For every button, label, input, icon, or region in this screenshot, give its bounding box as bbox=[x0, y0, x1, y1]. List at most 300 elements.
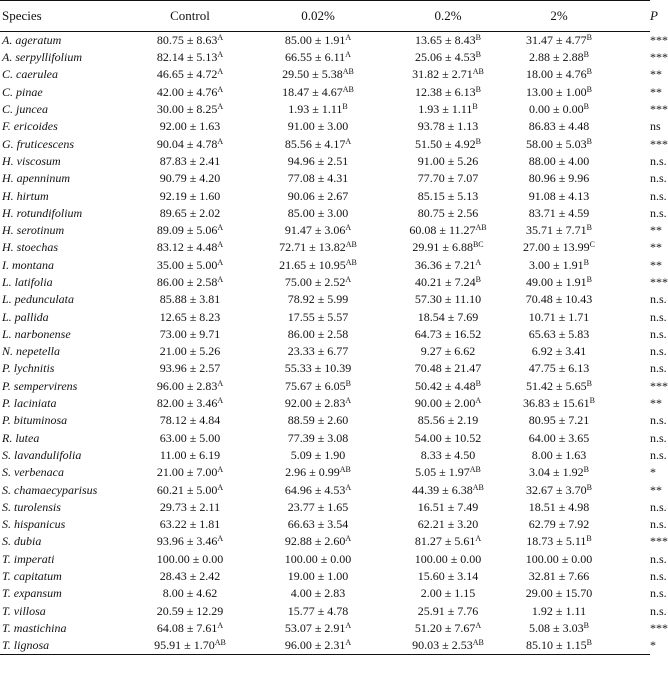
table-row: H. rotundifolium 89.65 ± 2.02 85.00 ± 3.00 80.75 ± 2.56 83.71 ± 4.59 n.s. bbox=[0, 205, 650, 222]
mean-se-value: 82.00 ± 3.46 bbox=[156, 396, 218, 411]
spacer-cell bbox=[604, 533, 650, 550]
mean-se-value: 77.39 ± 3.08 bbox=[287, 430, 349, 445]
species-cell: F. ericoides bbox=[2, 119, 58, 134]
spacer-cell bbox=[604, 585, 650, 602]
mean-se-value: 75.67 ± 6.05 bbox=[285, 378, 346, 393]
value-cell-02 bbox=[382, 205, 514, 222]
mean-se-value: 92.88 ± 2.60 bbox=[284, 534, 346, 549]
value-cell-control bbox=[126, 603, 254, 620]
spacer-cell bbox=[604, 49, 650, 66]
value-cell-02 bbox=[382, 637, 514, 655]
spacer-cell bbox=[604, 499, 650, 516]
mean-se-value: 78.12 ± 4.84 bbox=[159, 413, 221, 428]
header-row: Species Control 0.02% 0.2% 2% P bbox=[0, 1, 650, 32]
value-cell-002 bbox=[254, 551, 382, 568]
group-letter: A bbox=[217, 33, 224, 42]
mean-se-value: 35.00 ± 5.00 bbox=[156, 257, 218, 272]
mean-se-value: 66.63 ± 3.54 bbox=[287, 517, 349, 532]
mean-se-value: 82.14 ± 5.13 bbox=[156, 50, 218, 65]
group-letter: B bbox=[586, 275, 592, 284]
spacer-cell bbox=[604, 343, 650, 360]
mean-se-value: 92.19 ± 1.60 bbox=[159, 188, 221, 203]
mean-se-value: 5.09 ± 1.90 bbox=[290, 447, 346, 462]
value-cell-002 bbox=[254, 257, 382, 274]
group-letter: B bbox=[583, 102, 589, 112]
mean-se-value: 81.27 ± 5.61 bbox=[414, 534, 476, 549]
value-cell-2 bbox=[514, 447, 604, 464]
mean-se-value: 73.00 ± 9.71 bbox=[159, 326, 221, 341]
value-cell-02 bbox=[382, 239, 514, 256]
mean-se-value: 29.91 ± 6.88 bbox=[412, 240, 473, 255]
mean-se-value: 18.51 ± 4.98 bbox=[528, 499, 590, 514]
table-body bbox=[0, 32, 668, 655]
value-cell-2 bbox=[514, 135, 604, 152]
table-row: L. pedunculata 85.88 ± 3.81 78.92 ± 5.99 57.30 ± 11.10 70.48 ± 10.43 n.s. bbox=[0, 291, 650, 308]
value-cell-control bbox=[126, 533, 254, 550]
value-cell-control bbox=[126, 239, 254, 256]
value-cell-02 bbox=[382, 343, 514, 360]
value-cell-2 bbox=[514, 153, 604, 170]
group-letter: B bbox=[586, 638, 592, 648]
value-cell-002 bbox=[254, 603, 382, 620]
mean-se-value: 94.96 ± 2.51 bbox=[287, 153, 349, 168]
value-cell-02 bbox=[382, 395, 514, 412]
species-cell: A. ageratum bbox=[2, 33, 62, 47]
mean-se-value: 51.50 ± 4.92 bbox=[415, 136, 476, 151]
table-row: T. lignosa $95.91 \pm 1.70^{AB}$ $96.00 \pm 2.31^A$ $90.03 \pm 2.53^{AB}$ $85.10 \pm 1.15^B$ * bbox=[0, 637, 650, 655]
group-letter: A bbox=[475, 534, 482, 544]
mean-se-value: 62.21 ± 3.20 bbox=[417, 517, 479, 532]
value-cell-2 bbox=[514, 481, 604, 498]
mean-se-value: 27.00 ± 13.99 bbox=[523, 240, 590, 255]
mean-se-value: 18.73 ± 5.11 bbox=[526, 534, 587, 549]
value-cell-02 bbox=[382, 481, 514, 498]
value-cell-002 bbox=[254, 430, 382, 447]
spacer-cell bbox=[604, 412, 650, 429]
value-cell-control bbox=[126, 49, 254, 66]
value-cell-002 bbox=[254, 360, 382, 377]
value-cell-2 bbox=[514, 274, 604, 291]
value-cell-control bbox=[126, 187, 254, 204]
table-header bbox=[0, 1, 658, 32]
value-cell-2 bbox=[514, 585, 604, 602]
mean-se-value: 64.96 ± 4.53 bbox=[284, 482, 346, 497]
table-row: P. lychnitis 93.96 ± 2.57 55.33 ± 10.39 70.48 ± 21.47 47.75 ± 6.13 n.s. bbox=[0, 360, 650, 377]
value-cell-2 bbox=[514, 308, 604, 325]
group-letter: A bbox=[345, 396, 352, 406]
value-cell-02 bbox=[382, 274, 514, 291]
group-letter: B bbox=[475, 33, 481, 42]
value-cell-02 bbox=[382, 360, 514, 377]
value-cell-control bbox=[126, 568, 254, 585]
species-cell: H. rotundifolium bbox=[2, 205, 83, 220]
group-letter: AB bbox=[472, 67, 484, 77]
species-cell: S. hispanicus bbox=[2, 517, 66, 532]
mean-se-value: 28.43 ± 2.42 bbox=[159, 569, 221, 584]
group-letter: A bbox=[345, 33, 352, 42]
group-letter: A bbox=[217, 275, 224, 284]
group-letter: B bbox=[472, 102, 478, 112]
value-cell-002 bbox=[254, 135, 382, 152]
value-cell-002 bbox=[254, 49, 382, 66]
value-cell-2 bbox=[514, 343, 604, 360]
value-cell-control bbox=[126, 222, 254, 239]
mean-se-value: 50.42 ± 4.48 bbox=[415, 378, 476, 393]
value-cell-02 bbox=[382, 326, 514, 343]
spacer-cell bbox=[604, 464, 650, 481]
spacer-cell bbox=[604, 360, 650, 377]
value-cell-2 bbox=[514, 205, 604, 222]
species-cell: T. imperati bbox=[2, 551, 55, 566]
species-cell: L. narbonense bbox=[2, 326, 71, 341]
value-cell-02 bbox=[382, 222, 514, 239]
value-cell-control bbox=[126, 118, 254, 135]
mean-se-value: 86.83 ± 4.48 bbox=[528, 119, 590, 134]
group-letter: AB bbox=[472, 482, 484, 492]
spacer-cell bbox=[604, 118, 650, 135]
group-letter: A bbox=[475, 620, 482, 630]
mean-se-value: 83.71 ± 4.59 bbox=[528, 205, 590, 220]
table-row: T. capitatum 28.43 ± 2.42 19.00 ± 1.00 15.60 ± 3.14 32.81 ± 7.66 n.s. bbox=[0, 568, 650, 585]
value-cell-002 bbox=[254, 464, 382, 481]
spacer-cell bbox=[604, 274, 650, 291]
table-row: N. nepetella 21.00 ± 5.26 23.33 ± 6.77 9.27 ± 6.62 6.92 ± 3.41 n.s. bbox=[0, 343, 650, 360]
value-cell-2 bbox=[514, 66, 604, 83]
value-cell-002 bbox=[254, 585, 382, 602]
table-row: L. latifolia $86.00 \pm 2.58^A$ $75.00 \pm 2.52^A$ $40.21 \pm 7.24^B$ $49.00 \pm 1.91^B$ *** bbox=[0, 274, 650, 291]
value-cell-control bbox=[126, 135, 254, 152]
value-cell-02 bbox=[382, 32, 514, 50]
value-cell-002 bbox=[254, 308, 382, 325]
mean-se-value: 46.65 ± 4.72 bbox=[156, 67, 218, 82]
table-row: C. caerulea $46.65 \pm 4.72^A$ $29.50 \pm 5.38^{AB}$ $31.82 \pm 2.71^{AB}$ $18.00 \pm 4.76^B$ ** bbox=[0, 66, 650, 83]
mean-se-value: 77.08 ± 4.31 bbox=[287, 171, 349, 186]
mean-se-value: 36.83 ± 15.61 bbox=[523, 396, 590, 411]
value-cell-2 bbox=[514, 118, 604, 135]
mean-se-value: 100.00 ± 0.00 bbox=[414, 551, 482, 566]
value-cell-control bbox=[126, 66, 254, 83]
mean-se-value: 90.06 ± 2.67 bbox=[287, 188, 349, 203]
mean-se-value: 21.00 ± 7.00 bbox=[156, 465, 218, 480]
mean-se-value: 49.00 ± 1.91 bbox=[526, 275, 587, 289]
value-cell-02 bbox=[382, 291, 514, 308]
group-letter: A bbox=[217, 482, 224, 492]
mean-se-value: 29.00 ± 15.70 bbox=[525, 586, 593, 601]
group-letter: AB bbox=[472, 638, 484, 648]
value-cell-2 bbox=[514, 516, 604, 533]
group-letter: AB bbox=[214, 638, 226, 648]
spacer-cell bbox=[604, 153, 650, 170]
mean-se-value: 31.47 ± 4.77 bbox=[526, 33, 587, 47]
value-cell-control bbox=[126, 274, 254, 291]
value-cell-02 bbox=[382, 516, 514, 533]
value-cell-002 bbox=[254, 637, 382, 655]
species-cell: S. verbenaca bbox=[2, 465, 64, 480]
spacer-cell bbox=[604, 239, 650, 256]
species-cell: P. sempervirens bbox=[2, 378, 78, 393]
value-cell-2 bbox=[514, 412, 604, 429]
value-cell-02 bbox=[382, 464, 514, 481]
group-letter: A bbox=[217, 465, 224, 475]
table-row: S. turolensis 29.73 ± 2.11 23.77 ± 1.65 16.51 ± 7.49 18.51 ± 4.98 n.s. bbox=[0, 499, 650, 516]
header-002: 0.02% bbox=[254, 1, 382, 32]
group-letter: B bbox=[583, 50, 589, 60]
value-cell-control bbox=[126, 481, 254, 498]
header-spacer bbox=[604, 1, 650, 32]
value-cell-control bbox=[126, 84, 254, 101]
mean-se-value: 17.55 ± 5.57 bbox=[287, 309, 349, 324]
group-letter: A bbox=[345, 638, 352, 648]
mean-se-value: 93.96 ± 2.57 bbox=[159, 361, 221, 376]
group-letter: B bbox=[586, 136, 592, 146]
mean-se-value: 63.00 ± 5.00 bbox=[159, 430, 221, 445]
value-cell-02 bbox=[382, 170, 514, 187]
mean-se-value: 44.39 ± 6.38 bbox=[412, 482, 473, 497]
mean-se-value: 75.00 ± 2.52 bbox=[284, 275, 346, 289]
value-cell-2 bbox=[514, 239, 604, 256]
mean-se-value: 25.06 ± 4.53 bbox=[415, 50, 476, 65]
value-cell-control bbox=[126, 551, 254, 568]
table-row: T. villosa 20.59 ± 12.29 15.77 ± 4.78 25.91 ± 7.76 1.92 ± 1.11 n.s. bbox=[0, 603, 650, 620]
mean-se-value: 89.09 ± 5.06 bbox=[156, 223, 218, 238]
spacer-cell bbox=[604, 637, 650, 655]
spacer-cell bbox=[604, 187, 650, 204]
table-row: P. sempervirens $96.00 \pm 2.83^A$ $75.67 \pm 6.05^B$ $50.42 \pm 4.48^B$ $51.42 \pm 5.65^B$ *** bbox=[0, 378, 650, 395]
mean-se-value: 80.95 ± 7.21 bbox=[528, 413, 590, 428]
mean-se-value: 2.96 ± 0.99 bbox=[285, 465, 340, 480]
mean-se-value: 60.21 ± 5.00 bbox=[156, 482, 218, 497]
mean-se-value: 18.54 ± 7.69 bbox=[417, 309, 479, 324]
mean-se-value: 83.12 ± 4.48 bbox=[156, 240, 218, 255]
value-cell-002 bbox=[254, 481, 382, 498]
table-row: T. expansum 8.00 ± 4.62 4.00 ± 2.83 2.00 ± 1.15 29.00 ± 15.70 n.s. bbox=[0, 585, 650, 602]
mean-se-value: 47.75 ± 6.13 bbox=[528, 361, 590, 376]
mean-se-value: 13.65 ± 8.43 bbox=[415, 33, 476, 47]
group-letter: A bbox=[475, 396, 482, 406]
group-letter: AB bbox=[345, 257, 357, 267]
mean-se-value: 77.70 ± 7.07 bbox=[417, 171, 479, 186]
mean-se-value: 90.04 ± 4.78 bbox=[156, 136, 218, 151]
mean-se-value: 90.79 ± 4.20 bbox=[159, 171, 221, 186]
group-letter: B bbox=[583, 465, 589, 475]
value-cell-02 bbox=[382, 430, 514, 447]
mean-se-value: 66.55 ± 6.11 bbox=[285, 50, 346, 65]
value-cell-02 bbox=[382, 620, 514, 637]
table-row: H. viscosum 87.83 ± 2.41 94.96 ± 2.51 91.00 ± 5.26 88.00 ± 4.00 n.s. bbox=[0, 153, 650, 170]
group-letter: A bbox=[345, 136, 352, 146]
mean-se-value: 42.00 ± 4.76 bbox=[156, 84, 218, 99]
value-cell-002 bbox=[254, 291, 382, 308]
species-cell: S. turolensis bbox=[2, 499, 61, 514]
mean-se-value: 88.00 ± 4.00 bbox=[528, 153, 590, 168]
mean-se-value: 6.92 ± 3.41 bbox=[531, 344, 587, 359]
group-letter: A bbox=[217, 240, 224, 250]
spacer-cell bbox=[604, 326, 650, 343]
mean-se-value: 16.51 ± 7.49 bbox=[417, 499, 479, 514]
value-cell-02 bbox=[382, 187, 514, 204]
table-row: S. hispanicus 63.22 ± 1.81 66.63 ± 3.54 62.21 ± 3.20 62.79 ± 7.92 n.s. bbox=[0, 516, 650, 533]
mean-se-value: 21.65 ± 10.95 bbox=[279, 257, 346, 272]
mean-se-value: 85.00 ± 3.00 bbox=[287, 205, 349, 220]
table-row: C. pinae $42.00 \pm 4.76^A$ $18.47 \pm 4.67^{AB}$ $12.38 \pm 6.13^B$ $13.00 \pm 1.00^B$ ** bbox=[0, 84, 650, 101]
spacer-cell bbox=[604, 378, 650, 395]
value-cell-2 bbox=[514, 32, 604, 50]
species-cell: P. bituminosa bbox=[2, 413, 68, 428]
group-letter: B bbox=[475, 50, 481, 60]
group-letter: B bbox=[475, 84, 481, 94]
table-row: T. mastichina $64.08 \pm 7.61^A$ $53.07 \pm 2.91^A$ $51.20 \pm 7.67^A$ $5.08 \pm 3.03^B$ *** bbox=[0, 620, 650, 637]
mean-se-value: 88.59 ± 2.60 bbox=[287, 413, 349, 428]
value-cell-02 bbox=[382, 84, 514, 101]
spacer-cell bbox=[604, 135, 650, 152]
mean-se-value: 13.00 ± 1.00 bbox=[526, 84, 587, 99]
species-cell: S. chamaecyparisus bbox=[2, 482, 98, 497]
mean-se-value: 32.81 ± 7.66 bbox=[528, 569, 590, 584]
spacer-cell bbox=[604, 516, 650, 533]
mean-se-value: 80.96 ± 9.96 bbox=[528, 171, 590, 186]
mean-se-value: 100.00 ± 0.00 bbox=[156, 551, 224, 566]
spacer-cell bbox=[604, 170, 650, 187]
value-cell-002 bbox=[254, 239, 382, 256]
value-cell-control bbox=[126, 412, 254, 429]
value-cell-002 bbox=[254, 412, 382, 429]
species-cell: L. pedunculata bbox=[2, 292, 74, 307]
spacer-cell bbox=[604, 481, 650, 498]
mean-se-value: 1.93 ± 1.11 bbox=[418, 102, 473, 117]
mean-se-value: 4.00 ± 2.83 bbox=[290, 586, 346, 601]
mean-se-value: 80.75 ± 2.56 bbox=[417, 205, 479, 220]
table-row: A. serpyllifolium $82.14 \pm 5.13^A$ $66.55 \pm 6.11^A$ $25.06 \pm 4.53^B$ $2.88 \pm 2.88^B$ *** bbox=[0, 49, 650, 66]
value-cell-2 bbox=[514, 360, 604, 377]
value-cell-002 bbox=[254, 222, 382, 239]
header-02: 0.2% bbox=[382, 1, 514, 32]
value-cell-002 bbox=[254, 516, 382, 533]
spacer-cell bbox=[604, 620, 650, 637]
mean-se-value: 3.04 ± 1.92 bbox=[529, 465, 584, 480]
group-letter: A bbox=[345, 534, 352, 544]
mean-se-value: 91.08 ± 4.13 bbox=[528, 188, 590, 203]
spacer-cell bbox=[604, 430, 650, 447]
species-cell: L. pallida bbox=[2, 309, 49, 324]
species-cell: T. villosa bbox=[2, 603, 46, 618]
mean-se-value: 85.88 ± 3.81 bbox=[159, 292, 221, 307]
spacer-cell bbox=[604, 551, 650, 568]
species-cell: H. viscosum bbox=[2, 153, 61, 168]
mean-se-value: 78.92 ± 5.99 bbox=[287, 292, 349, 307]
value-cell-02 bbox=[382, 447, 514, 464]
value-cell-002 bbox=[254, 499, 382, 516]
value-cell-02 bbox=[382, 118, 514, 135]
species-cell: T. expansum bbox=[2, 586, 62, 601]
mean-se-value: 30.00 ± 8.25 bbox=[156, 102, 218, 117]
spacer-cell bbox=[604, 291, 650, 308]
value-cell-2 bbox=[514, 620, 604, 637]
mean-se-value: 91.00 ± 5.26 bbox=[417, 153, 479, 168]
header-2: 2% bbox=[514, 1, 604, 32]
mean-se-value: 29.50 ± 5.38 bbox=[282, 67, 343, 82]
value-cell-02 bbox=[382, 135, 514, 152]
table-row: C. juncea $30.00 \pm 8.25^A$ $1.93 \pm 1.11^B$ $1.93 \pm 1.11^B$ $0.00 \pm 0.00^B$ *** bbox=[0, 101, 650, 118]
mean-se-value: 63.22 ± 1.81 bbox=[159, 517, 221, 532]
species-cell: H. hirtum bbox=[2, 188, 49, 203]
species-cell: P. laciniata bbox=[2, 396, 57, 411]
table-row: G. fruticescens $90.04 \pm 4.78^A$ $85.56 \pm 4.17^A$ $51.50 \pm 4.92^B$ $58.00 \pm 5.03^B$ *** bbox=[0, 135, 650, 152]
value-cell-002 bbox=[254, 568, 382, 585]
mean-se-value: 85.15 ± 5.13 bbox=[417, 188, 479, 203]
species-cell: C. juncea bbox=[2, 102, 48, 117]
value-cell-2 bbox=[514, 84, 604, 101]
mean-se-value: 87.83 ± 2.41 bbox=[159, 153, 221, 168]
mean-se-value: 55.33 ± 10.39 bbox=[284, 361, 352, 376]
spacer-cell bbox=[604, 308, 650, 325]
group-letter: A bbox=[217, 620, 224, 630]
value-cell-control bbox=[126, 326, 254, 343]
group-letter: B bbox=[586, 223, 592, 233]
mean-se-value: 86.00 ± 2.58 bbox=[156, 275, 218, 289]
mean-se-value: 8.00 ± 4.62 bbox=[162, 586, 218, 601]
group-letter: B bbox=[342, 102, 348, 112]
value-cell-002 bbox=[254, 378, 382, 395]
value-cell-control bbox=[126, 447, 254, 464]
species-cell: G. fruticescens bbox=[2, 136, 74, 151]
mean-se-value: 58.00 ± 5.03 bbox=[526, 136, 587, 151]
mean-se-value: 18.47 ± 4.67 bbox=[282, 84, 343, 99]
value-cell-control bbox=[126, 291, 254, 308]
value-cell-002 bbox=[254, 205, 382, 222]
group-letter: A bbox=[217, 67, 224, 77]
value-cell-control bbox=[126, 32, 254, 50]
mean-se-value: 10.71 ± 1.71 bbox=[528, 309, 590, 324]
group-letter: A bbox=[345, 223, 352, 233]
spacer-cell bbox=[604, 603, 650, 620]
mean-se-value: 64.08 ± 7.61 bbox=[156, 620, 218, 635]
value-cell-control bbox=[126, 360, 254, 377]
mean-se-value: 12.65 ± 8.23 bbox=[159, 309, 221, 324]
value-cell-02 bbox=[382, 49, 514, 66]
group-letter: A bbox=[217, 378, 224, 388]
mean-se-value: 23.77 ± 1.65 bbox=[287, 499, 349, 514]
mean-se-value: 51.42 ± 5.65 bbox=[526, 378, 587, 393]
value-cell-control bbox=[126, 101, 254, 118]
spacer-cell bbox=[604, 66, 650, 83]
value-cell-2 bbox=[514, 395, 604, 412]
group-letter: A bbox=[217, 50, 224, 60]
value-cell-002 bbox=[254, 620, 382, 637]
table-row: R. lutea 63.00 ± 5.00 77.39 ± 3.08 54.00 ± 10.52 64.00 ± 3.65 n.s. bbox=[0, 430, 650, 447]
mean-se-value: 72.71 ± 13.82 bbox=[279, 240, 346, 255]
group-letter: A bbox=[345, 50, 351, 60]
species-cell: N. nepetella bbox=[2, 344, 60, 359]
group-letter: B bbox=[589, 396, 595, 406]
group-letter: AB bbox=[345, 240, 357, 250]
value-cell-2 bbox=[514, 222, 604, 239]
value-cell-02 bbox=[382, 585, 514, 602]
mean-se-value: 15.77 ± 4.78 bbox=[287, 603, 349, 618]
group-letter: A bbox=[217, 257, 224, 267]
mean-se-value: 2.88 ± 2.88 bbox=[529, 50, 584, 65]
spacer-cell bbox=[604, 447, 650, 464]
value-cell-control bbox=[126, 585, 254, 602]
value-cell-02 bbox=[382, 603, 514, 620]
group-letter: A bbox=[217, 84, 224, 94]
mean-se-value: 9.27 ± 6.62 bbox=[420, 344, 476, 359]
table-row: S. chamaecyparisus $60.21 \pm 5.00^A$ $64.96 \pm 4.53^A$ $44.39 \pm 6.38^{AB}$ $32.67 \pm 3.70^B$ ** bbox=[0, 481, 650, 498]
mean-se-value: 36.36 ± 7.21 bbox=[414, 257, 476, 272]
mean-se-value: 31.82 ± 2.71 bbox=[412, 67, 473, 82]
species-cell: T. mastichina bbox=[2, 620, 67, 635]
mean-se-value: 23.33 ± 6.77 bbox=[287, 344, 349, 359]
mean-se-value: 53.07 ± 2.91 bbox=[284, 620, 346, 635]
